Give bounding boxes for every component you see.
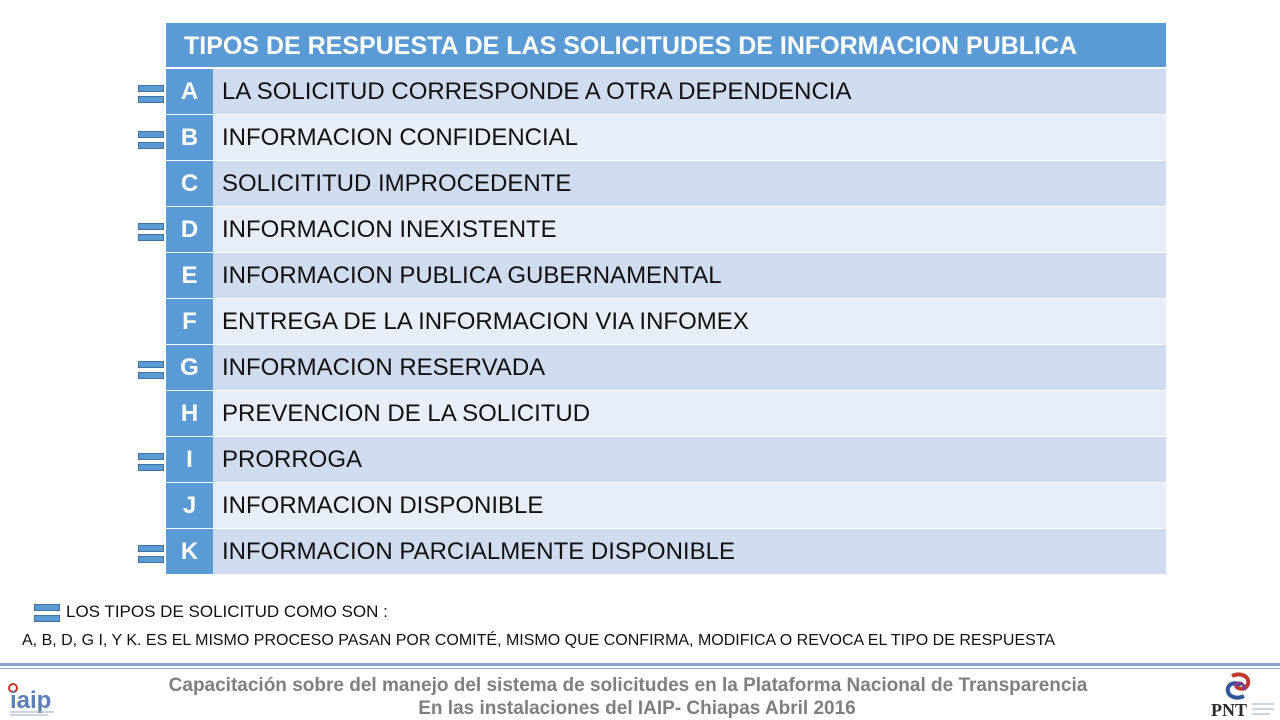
svg-text:PNT: PNT <box>1211 700 1247 720</box>
row-code: H <box>166 391 213 436</box>
footer-divider <box>0 663 1280 666</box>
row-label: LA SOLICITUD CORRESPONDE A OTRA DEPENDENCIA <box>213 69 1166 114</box>
row-code: K <box>166 529 213 574</box>
row-marker-icon <box>138 85 164 105</box>
table-row <box>166 253 1166 299</box>
row-label: INFORMACION INEXISTENTE <box>213 207 1166 252</box>
row-code: F <box>166 299 213 344</box>
row-code: B <box>166 115 213 160</box>
table-body <box>166 69 1166 575</box>
row-label: PREVENCION DE LA SOLICITUD <box>213 391 1166 436</box>
footer-divider-thin <box>0 668 1280 669</box>
table-row <box>166 69 1166 115</box>
row-label: SOLICITITUD IMPROCEDENTE <box>213 161 1166 206</box>
row-code: E <box>166 253 213 298</box>
row-label: INFORMACION PUBLICA GUBERNAMENTAL <box>213 253 1166 298</box>
table-row <box>166 161 1166 207</box>
row-label: INFORMACION CONFIDENCIAL <box>213 115 1166 160</box>
row-code: D <box>166 207 213 252</box>
row-code: G <box>166 345 213 390</box>
pnt-logo <box>1210 672 1278 720</box>
row-code: J <box>166 483 213 528</box>
table-row <box>166 483 1166 529</box>
footer-line-2: En las instalaciones del IAIP- Chiapas Abril 2016 <box>418 698 856 719</box>
footer-line-1: Capacitación sobre del manejo del sistema de solicitudes en la Plataforma Nacional de Transparencia <box>168 675 1088 696</box>
note-line-1: LOS TIPOS DE SOLICITUD COMO SON : <box>66 602 388 621</box>
table-title: TIPOS DE RESPUESTA DE LAS SOLICITUDES DE INFORMACION PUBLICA <box>166 23 1166 69</box>
row-marker-icon <box>138 131 164 151</box>
table-row <box>166 207 1166 253</box>
note-marker-icon <box>34 604 60 624</box>
row-marker-icon <box>138 453 164 473</box>
row-code: C <box>166 161 213 206</box>
table-row <box>166 437 1166 483</box>
row-label: INFORMACION PARCIALMENTE DISPONIBLE <box>213 529 1166 574</box>
table-row <box>166 345 1166 391</box>
response-types-table <box>166 23 1166 575</box>
row-marker-icon <box>138 223 164 243</box>
table-row <box>166 115 1166 161</box>
row-code: I <box>166 437 213 482</box>
row-marker-icon <box>138 545 164 565</box>
row-code: A <box>166 69 213 114</box>
row-label: ENTREGA DE LA INFORMACION VIA INFOMEX <box>213 299 1166 344</box>
table-row <box>166 529 1166 575</box>
row-label: INFORMACION RESERVADA <box>213 345 1166 390</box>
note-line-2: A, B, D, G I, Y K. ES EL MISMO PROCESO PASAN POR COMITÉ, MISMO QUE CONFIRMA, MODIFICA O REVOCA EL TIPO DE RESPUESTA <box>22 632 1056 649</box>
svg-text:iaip: iaip <box>10 687 52 714</box>
row-marker-icon <box>138 361 164 381</box>
row-label: INFORMACION DISPONIBLE <box>213 483 1166 528</box>
table-row <box>166 391 1166 437</box>
table-row <box>166 299 1166 345</box>
row-label: PRORROGA <box>213 437 1166 482</box>
